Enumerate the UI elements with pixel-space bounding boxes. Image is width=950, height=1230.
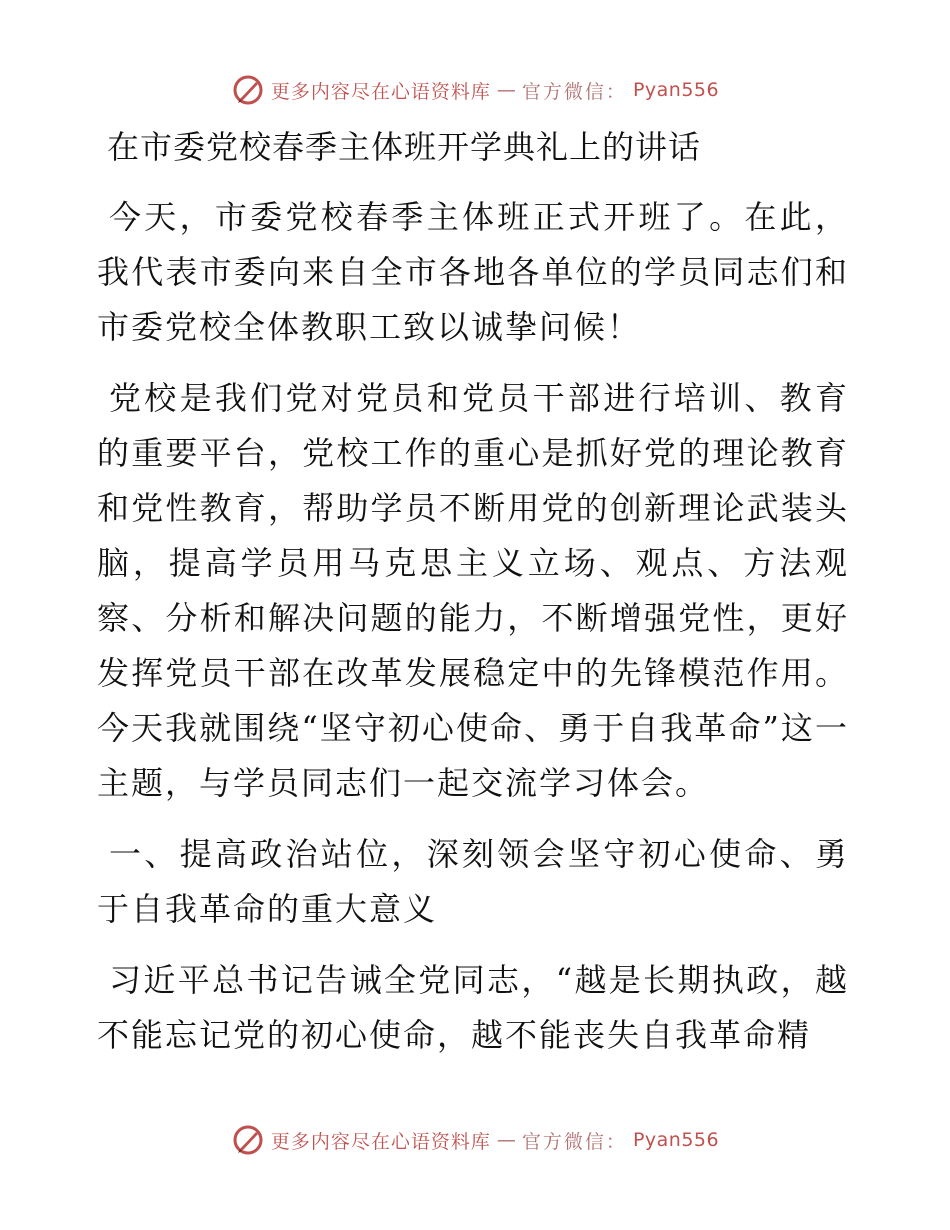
pen-logo-icon <box>231 1123 265 1157</box>
pen-logo-icon <box>231 73 265 107</box>
watermark-separator: — <box>496 79 516 101</box>
paragraph-quote: 习近平总书记告诫全党同志，“越是长期执政，越不能忘记党的初心使命，越不能丧失自我革命精 <box>97 961 849 1054</box>
watermark-wechat-label: 官方微信： <box>521 1130 627 1153</box>
watermark-wechat-id: Pyan556 <box>632 79 720 101</box>
document-title: 在市委党校春季主体班开学典礼上的讲话 <box>107 128 702 166</box>
watermark-wechat-label: 官方微信： <box>521 80 627 103</box>
footer-watermark <box>0 1120 950 1160</box>
paragraph-party-school-role: 党校是我们党对党员和党员干部进行培训、教育的重要平台，党校工作的重心是抓好党的理论教育和党性教育，帮助学员不断用党的创新理论武装头脑，提高学员用马克思主义立场、观点、方法观察、分析和解决问题的能力，不断增强党性，更好发挥党员干部在改革发展稳定中的先锋模范作用。今天我就围绕“坚守初心使命、勇于自我革命”这一主题，与学员同志们一起交流学习体会。 <box>97 379 849 802</box>
section-heading-one: 一、提高政治站位，深刻领会坚守初心使命、勇于自我革命的重大意义 <box>97 835 849 928</box>
header-watermark <box>0 70 950 110</box>
document-body <box>97 118 849 1063</box>
paragraph-greeting: 今天，市委党校春季主体班正式开班了。在此，我代表市委向来自全市各地各单位的学员同志们和市委党校全体教职工致以诚挚问候！ <box>97 198 849 346</box>
watermark-separator: — <box>496 1129 516 1151</box>
watermark-text: 更多内容尽在心语资料库 <box>270 80 491 103</box>
watermark-text: 更多内容尽在心语资料库 <box>270 1130 491 1153</box>
watermark-wechat-id: Pyan556 <box>632 1129 720 1151</box>
